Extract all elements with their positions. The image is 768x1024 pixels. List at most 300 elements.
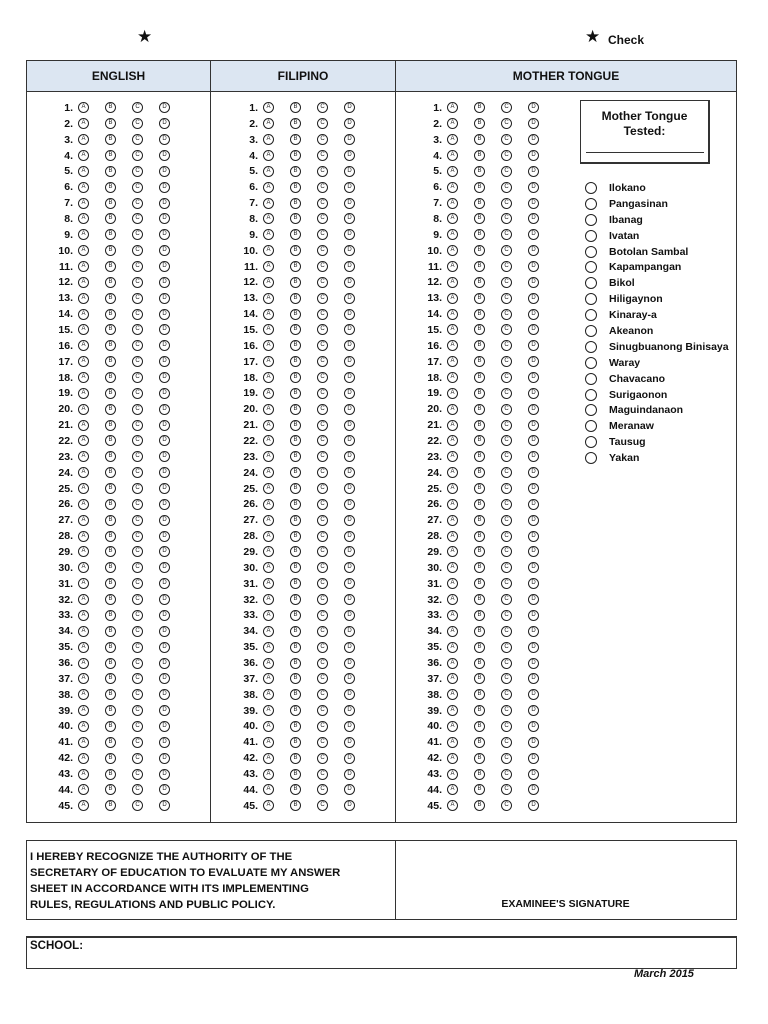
answer-bubble-d[interactable]: D xyxy=(344,388,355,399)
answer-bubble-b[interactable]: B xyxy=(290,198,301,209)
answer-bubble-a[interactable]: A xyxy=(447,404,458,415)
answer-bubble-b[interactable]: B xyxy=(474,166,485,177)
answer-bubble-d[interactable]: D xyxy=(159,293,170,304)
answer-bubble-b[interactable]: B xyxy=(290,642,301,653)
answer-bubble-b[interactable]: B xyxy=(105,213,116,224)
answer-bubble-b[interactable]: B xyxy=(290,610,301,621)
answer-bubble-a[interactable]: A xyxy=(263,182,274,193)
answer-bubble-c[interactable]: C xyxy=(501,356,512,367)
answer-bubble-b[interactable]: B xyxy=(474,340,485,351)
answer-bubble-a[interactable]: A xyxy=(78,784,89,795)
answer-bubble-d[interactable]: D xyxy=(344,102,355,113)
answer-bubble-d[interactable]: D xyxy=(528,689,539,700)
answer-bubble-a[interactable]: A xyxy=(263,610,274,621)
answer-bubble-d[interactable]: D xyxy=(344,531,355,542)
answer-bubble-a[interactable]: A xyxy=(78,769,89,780)
answer-bubble-d[interactable]: D xyxy=(344,420,355,431)
answer-bubble-b[interactable]: B xyxy=(105,309,116,320)
answer-bubble-d[interactable]: D xyxy=(159,150,170,161)
answer-bubble-d[interactable]: D xyxy=(159,435,170,446)
answer-bubble-b[interactable]: B xyxy=(474,213,485,224)
language-option[interactable] xyxy=(585,450,729,466)
answer-bubble-d[interactable]: D xyxy=(528,451,539,462)
language-option[interactable] xyxy=(585,402,729,418)
answer-bubble-c[interactable]: C xyxy=(132,784,143,795)
answer-bubble-c[interactable]: C xyxy=(132,198,143,209)
answer-bubble-b[interactable]: B xyxy=(105,277,116,288)
answer-bubble-d[interactable]: D xyxy=(159,388,170,399)
answer-bubble-c[interactable]: C xyxy=(501,340,512,351)
answer-bubble-c[interactable]: C xyxy=(132,658,143,669)
answer-bubble-c[interactable]: C xyxy=(501,182,512,193)
answer-bubble-d[interactable]: D xyxy=(528,102,539,113)
answer-bubble-d[interactable]: D xyxy=(344,277,355,288)
answer-bubble-b[interactable]: B xyxy=(290,515,301,526)
language-option[interactable] xyxy=(585,418,729,434)
answer-bubble-a[interactable]: A xyxy=(263,372,274,383)
answer-bubble-b[interactable]: B xyxy=(105,118,116,129)
answer-bubble-d[interactable]: D xyxy=(344,372,355,383)
answer-bubble-c[interactable]: C xyxy=(317,134,328,145)
answer-bubble-c[interactable]: C xyxy=(317,277,328,288)
answer-bubble-a[interactable]: A xyxy=(78,420,89,431)
answer-bubble-a[interactable]: A xyxy=(78,261,89,272)
answer-bubble-b[interactable]: B xyxy=(474,435,485,446)
answer-bubble-a[interactable]: A xyxy=(263,467,274,478)
answer-bubble-c[interactable]: C xyxy=(317,562,328,573)
answer-bubble-d[interactable]: D xyxy=(159,705,170,716)
answer-bubble-d[interactable]: D xyxy=(528,610,539,621)
answer-bubble-c[interactable]: C xyxy=(317,515,328,526)
answer-bubble-b[interactable]: B xyxy=(105,102,116,113)
answer-bubble-b[interactable]: B xyxy=(474,261,485,272)
answer-bubble-a[interactable]: A xyxy=(447,420,458,431)
answer-bubble-a[interactable]: A xyxy=(447,753,458,764)
answer-bubble-b[interactable]: B xyxy=(474,753,485,764)
answer-bubble-d[interactable]: D xyxy=(528,594,539,605)
answer-bubble-a[interactable]: A xyxy=(78,673,89,684)
answer-bubble-b[interactable]: B xyxy=(105,737,116,748)
answer-bubble-d[interactable]: D xyxy=(159,594,170,605)
language-option[interactable] xyxy=(585,196,729,212)
answer-bubble-c[interactable]: C xyxy=(132,483,143,494)
answer-bubble-c[interactable]: C xyxy=(132,102,143,113)
answer-bubble-a[interactable]: A xyxy=(78,546,89,557)
answer-bubble-d[interactable]: D xyxy=(159,753,170,764)
answer-bubble-b[interactable]: B xyxy=(290,626,301,637)
answer-bubble-a[interactable]: A xyxy=(78,451,89,462)
answer-bubble-c[interactable]: C xyxy=(132,626,143,637)
answer-bubble-a[interactable]: A xyxy=(263,483,274,494)
answer-bubble-c[interactable]: C xyxy=(501,705,512,716)
answer-bubble-a[interactable]: A xyxy=(447,705,458,716)
answer-bubble-d[interactable]: D xyxy=(159,515,170,526)
answer-bubble-d[interactable]: D xyxy=(344,800,355,811)
answer-bubble-d[interactable]: D xyxy=(159,737,170,748)
answer-bubble-c[interactable]: C xyxy=(317,309,328,320)
answer-bubble-b[interactable]: B xyxy=(474,404,485,415)
answer-bubble-a[interactable]: A xyxy=(78,562,89,573)
answer-bubble-c[interactable]: C xyxy=(501,531,512,542)
answer-bubble-c[interactable]: C xyxy=(501,800,512,811)
answer-bubble-a[interactable]: A xyxy=(78,705,89,716)
answer-bubble-c[interactable]: C xyxy=(501,229,512,240)
answer-bubble-a[interactable]: A xyxy=(78,737,89,748)
answer-bubble-d[interactable]: D xyxy=(159,198,170,209)
radio-bubble-icon[interactable] xyxy=(585,436,597,448)
answer-bubble-a[interactable]: A xyxy=(78,658,89,669)
answer-bubble-d[interactable]: D xyxy=(528,705,539,716)
answer-bubble-c[interactable]: C xyxy=(132,435,143,446)
answer-bubble-a[interactable]: A xyxy=(447,546,458,557)
radio-bubble-icon[interactable] xyxy=(585,357,597,369)
answer-bubble-d[interactable]: D xyxy=(528,245,539,256)
answer-bubble-d[interactable]: D xyxy=(344,150,355,161)
answer-bubble-a[interactable]: A xyxy=(263,293,274,304)
answer-bubble-b[interactable]: B xyxy=(474,594,485,605)
answer-bubble-d[interactable]: D xyxy=(528,356,539,367)
answer-bubble-a[interactable]: A xyxy=(78,118,89,129)
answer-bubble-a[interactable]: A xyxy=(78,150,89,161)
answer-bubble-a[interactable]: A xyxy=(447,213,458,224)
answer-bubble-b[interactable]: B xyxy=(474,118,485,129)
answer-bubble-b[interactable]: B xyxy=(105,562,116,573)
answer-bubble-a[interactable]: A xyxy=(447,642,458,653)
answer-bubble-b[interactable]: B xyxy=(474,388,485,399)
answer-bubble-d[interactable]: D xyxy=(344,721,355,732)
answer-bubble-a[interactable]: A xyxy=(447,261,458,272)
answer-bubble-d[interactable]: D xyxy=(344,293,355,304)
answer-bubble-b[interactable]: B xyxy=(474,134,485,145)
answer-bubble-a[interactable]: A xyxy=(447,483,458,494)
answer-bubble-a[interactable]: A xyxy=(78,800,89,811)
answer-bubble-d[interactable]: D xyxy=(344,356,355,367)
answer-bubble-d[interactable]: D xyxy=(159,324,170,335)
radio-bubble-icon[interactable] xyxy=(585,261,597,273)
answer-bubble-b[interactable]: B xyxy=(474,499,485,510)
answer-bubble-c[interactable]: C xyxy=(501,324,512,335)
answer-bubble-b[interactable]: B xyxy=(290,229,301,240)
answer-bubble-a[interactable]: A xyxy=(263,784,274,795)
answer-bubble-c[interactable]: C xyxy=(132,229,143,240)
answer-bubble-a[interactable]: A xyxy=(447,467,458,478)
answer-bubble-b[interactable]: B xyxy=(105,372,116,383)
answer-bubble-b[interactable]: B xyxy=(474,451,485,462)
answer-bubble-b[interactable]: B xyxy=(290,388,301,399)
answer-bubble-a[interactable]: A xyxy=(263,753,274,764)
answer-bubble-d[interactable]: D xyxy=(344,245,355,256)
language-option[interactable] xyxy=(585,355,729,371)
answer-bubble-a[interactable]: A xyxy=(447,118,458,129)
answer-bubble-c[interactable]: C xyxy=(317,182,328,193)
answer-bubble-a[interactable]: A xyxy=(263,229,274,240)
answer-bubble-c[interactable]: C xyxy=(501,483,512,494)
answer-bubble-b[interactable]: B xyxy=(105,800,116,811)
answer-bubble-c[interactable]: C xyxy=(317,150,328,161)
answer-bubble-c[interactable]: C xyxy=(317,546,328,557)
answer-bubble-a[interactable]: A xyxy=(447,531,458,542)
answer-bubble-c[interactable]: C xyxy=(132,737,143,748)
answer-bubble-d[interactable]: D xyxy=(528,340,539,351)
answer-bubble-c[interactable]: C xyxy=(132,134,143,145)
answer-bubble-b[interactable]: B xyxy=(105,578,116,589)
answer-bubble-d[interactable]: D xyxy=(159,166,170,177)
answer-bubble-b[interactable]: B xyxy=(474,578,485,589)
answer-bubble-d[interactable]: D xyxy=(344,213,355,224)
answer-bubble-b[interactable]: B xyxy=(290,102,301,113)
answer-bubble-a[interactable]: A xyxy=(78,388,89,399)
answer-bubble-c[interactable]: C xyxy=(132,420,143,431)
answer-bubble-b[interactable]: B xyxy=(474,182,485,193)
answer-bubble-b[interactable]: B xyxy=(290,118,301,129)
answer-bubble-b[interactable]: B xyxy=(290,578,301,589)
answer-bubble-b[interactable]: B xyxy=(105,198,116,209)
answer-bubble-c[interactable]: C xyxy=(132,388,143,399)
answer-bubble-c[interactable]: C xyxy=(501,372,512,383)
answer-bubble-c[interactable]: C xyxy=(317,800,328,811)
answer-bubble-c[interactable]: C xyxy=(501,293,512,304)
answer-bubble-d[interactable]: D xyxy=(528,546,539,557)
answer-bubble-b[interactable]: B xyxy=(474,515,485,526)
answer-bubble-b[interactable]: B xyxy=(474,293,485,304)
answer-bubble-c[interactable]: C xyxy=(132,324,143,335)
answer-bubble-c[interactable]: C xyxy=(132,467,143,478)
answer-bubble-a[interactable]: A xyxy=(78,626,89,637)
answer-bubble-b[interactable]: B xyxy=(105,324,116,335)
answer-bubble-b[interactable]: B xyxy=(474,245,485,256)
answer-bubble-c[interactable]: C xyxy=(317,594,328,605)
answer-bubble-b[interactable]: B xyxy=(474,705,485,716)
answer-bubble-d[interactable]: D xyxy=(344,515,355,526)
answer-bubble-c[interactable]: C xyxy=(501,467,512,478)
radio-bubble-icon[interactable] xyxy=(585,309,597,321)
answer-bubble-d[interactable]: D xyxy=(344,594,355,605)
answer-bubble-a[interactable]: A xyxy=(263,626,274,637)
answer-bubble-c[interactable]: C xyxy=(501,198,512,209)
answer-bubble-c[interactable]: C xyxy=(501,166,512,177)
answer-bubble-d[interactable]: D xyxy=(528,150,539,161)
answer-bubble-b[interactable]: B xyxy=(474,546,485,557)
answer-bubble-d[interactable]: D xyxy=(344,451,355,462)
answer-bubble-a[interactable]: A xyxy=(447,689,458,700)
answer-bubble-b[interactable]: B xyxy=(474,277,485,288)
answer-bubble-d[interactable]: D xyxy=(159,356,170,367)
answer-bubble-b[interactable]: B xyxy=(290,309,301,320)
answer-bubble-a[interactable]: A xyxy=(263,102,274,113)
answer-bubble-a[interactable]: A xyxy=(78,467,89,478)
answer-bubble-c[interactable]: C xyxy=(501,404,512,415)
answer-bubble-a[interactable]: A xyxy=(78,245,89,256)
answer-bubble-c[interactable]: C xyxy=(132,499,143,510)
answer-bubble-d[interactable]: D xyxy=(528,784,539,795)
answer-bubble-a[interactable]: A xyxy=(263,451,274,462)
answer-bubble-a[interactable]: A xyxy=(263,404,274,415)
answer-bubble-a[interactable]: A xyxy=(447,324,458,335)
answer-bubble-a[interactable]: A xyxy=(78,229,89,240)
answer-bubble-a[interactable]: A xyxy=(78,578,89,589)
answer-bubble-d[interactable]: D xyxy=(159,562,170,573)
answer-bubble-c[interactable]: C xyxy=(501,150,512,161)
answer-bubble-a[interactable]: A xyxy=(78,404,89,415)
answer-bubble-a[interactable]: A xyxy=(447,102,458,113)
answer-bubble-a[interactable]: A xyxy=(263,213,274,224)
answer-bubble-b[interactable]: B xyxy=(290,150,301,161)
answer-bubble-c[interactable]: C xyxy=(132,404,143,415)
answer-bubble-c[interactable]: C xyxy=(132,531,143,542)
answer-bubble-b[interactable]: B xyxy=(290,531,301,542)
answer-bubble-b[interactable]: B xyxy=(290,483,301,494)
language-option[interactable] xyxy=(585,212,729,228)
answer-bubble-a[interactable]: A xyxy=(78,324,89,335)
answer-bubble-c[interactable]: C xyxy=(132,166,143,177)
answer-bubble-a[interactable]: A xyxy=(263,769,274,780)
answer-bubble-c[interactable]: C xyxy=(501,261,512,272)
answer-bubble-b[interactable]: B xyxy=(290,705,301,716)
answer-bubble-c[interactable]: C xyxy=(317,753,328,764)
answer-bubble-b[interactable]: B xyxy=(290,562,301,573)
answer-bubble-b[interactable]: B xyxy=(105,673,116,684)
answer-bubble-a[interactable]: A xyxy=(447,293,458,304)
answer-bubble-a[interactable]: A xyxy=(263,689,274,700)
answer-bubble-c[interactable]: C xyxy=(132,673,143,684)
answer-bubble-b[interactable]: B xyxy=(105,451,116,462)
answer-bubble-c[interactable]: C xyxy=(501,610,512,621)
answer-bubble-b[interactable]: B xyxy=(105,642,116,653)
answer-bubble-b[interactable]: B xyxy=(290,293,301,304)
answer-bubble-d[interactable]: D xyxy=(159,467,170,478)
answer-bubble-c[interactable]: C xyxy=(317,737,328,748)
answer-bubble-d[interactable]: D xyxy=(159,102,170,113)
answer-bubble-a[interactable]: A xyxy=(263,658,274,669)
answer-bubble-d[interactable]: D xyxy=(528,134,539,145)
answer-bubble-c[interactable]: C xyxy=(317,721,328,732)
answer-bubble-a[interactable]: A xyxy=(447,435,458,446)
answer-bubble-a[interactable]: A xyxy=(263,277,274,288)
answer-bubble-a[interactable]: A xyxy=(78,356,89,367)
answer-bubble-a[interactable]: A xyxy=(447,388,458,399)
radio-bubble-icon[interactable] xyxy=(585,389,597,401)
answer-bubble-a[interactable]: A xyxy=(447,229,458,240)
answer-bubble-a[interactable]: A xyxy=(263,578,274,589)
answer-bubble-a[interactable]: A xyxy=(263,245,274,256)
radio-bubble-icon[interactable] xyxy=(585,373,597,385)
answer-bubble-a[interactable]: A xyxy=(263,324,274,335)
answer-bubble-c[interactable]: C xyxy=(501,578,512,589)
answer-bubble-c[interactable]: C xyxy=(317,673,328,684)
answer-bubble-b[interactable]: B xyxy=(290,372,301,383)
radio-bubble-icon[interactable] xyxy=(585,341,597,353)
answer-bubble-b[interactable]: B xyxy=(105,293,116,304)
answer-bubble-b[interactable]: B xyxy=(105,435,116,446)
answer-bubble-c[interactable]: C xyxy=(132,562,143,573)
answer-bubble-a[interactable]: A xyxy=(78,309,89,320)
answer-bubble-a[interactable]: A xyxy=(263,673,274,684)
answer-bubble-d[interactable]: D xyxy=(344,324,355,335)
answer-bubble-c[interactable]: C xyxy=(132,245,143,256)
answer-bubble-d[interactable]: D xyxy=(528,578,539,589)
answer-bubble-d[interactable]: D xyxy=(344,642,355,653)
answer-bubble-b[interactable]: B xyxy=(290,737,301,748)
answer-bubble-d[interactable]: D xyxy=(344,134,355,145)
answer-bubble-b[interactable]: B xyxy=(105,689,116,700)
answer-bubble-a[interactable]: A xyxy=(263,531,274,542)
answer-bubble-c[interactable]: C xyxy=(317,658,328,669)
answer-bubble-d[interactable]: D xyxy=(159,483,170,494)
answer-bubble-b[interactable]: B xyxy=(105,150,116,161)
answer-bubble-a[interactable]: A xyxy=(263,594,274,605)
answer-bubble-c[interactable]: C xyxy=(501,784,512,795)
answer-bubble-d[interactable]: D xyxy=(344,198,355,209)
answer-bubble-d[interactable]: D xyxy=(528,213,539,224)
answer-bubble-a[interactable]: A xyxy=(447,594,458,605)
answer-bubble-d[interactable]: D xyxy=(159,372,170,383)
answer-bubble-c[interactable]: C xyxy=(317,626,328,637)
answer-bubble-c[interactable]: C xyxy=(501,626,512,637)
answer-bubble-c[interactable]: C xyxy=(317,293,328,304)
answer-bubble-a[interactable]: A xyxy=(263,356,274,367)
answer-bubble-b[interactable]: B xyxy=(105,245,116,256)
answer-bubble-c[interactable]: C xyxy=(317,483,328,494)
answer-bubble-b[interactable]: B xyxy=(290,166,301,177)
answer-bubble-a[interactable]: A xyxy=(78,372,89,383)
answer-bubble-c[interactable]: C xyxy=(317,689,328,700)
answer-bubble-c[interactable]: C xyxy=(317,388,328,399)
answer-bubble-b[interactable]: B xyxy=(474,721,485,732)
answer-bubble-b[interactable]: B xyxy=(290,261,301,272)
answer-bubble-c[interactable]: C xyxy=(317,769,328,780)
answer-bubble-d[interactable]: D xyxy=(159,769,170,780)
answer-bubble-a[interactable]: A xyxy=(447,245,458,256)
answer-bubble-a[interactable]: A xyxy=(447,182,458,193)
answer-bubble-d[interactable]: D xyxy=(344,499,355,510)
answer-bubble-b[interactable]: B xyxy=(474,769,485,780)
answer-bubble-d[interactable]: D xyxy=(344,118,355,129)
answer-bubble-c[interactable]: C xyxy=(132,594,143,605)
answer-bubble-c[interactable]: C xyxy=(132,610,143,621)
answer-bubble-d[interactable]: D xyxy=(528,324,539,335)
answer-bubble-b[interactable]: B xyxy=(474,689,485,700)
answer-bubble-b[interactable]: B xyxy=(105,404,116,415)
answer-bubble-c[interactable]: C xyxy=(501,102,512,113)
answer-bubble-a[interactable]: A xyxy=(447,610,458,621)
answer-bubble-a[interactable]: A xyxy=(447,784,458,795)
answer-bubble-b[interactable]: B xyxy=(474,658,485,669)
answer-bubble-c[interactable]: C xyxy=(317,467,328,478)
answer-bubble-b[interactable]: B xyxy=(105,388,116,399)
language-option[interactable] xyxy=(585,307,729,323)
answer-bubble-b[interactable]: B xyxy=(474,737,485,748)
answer-bubble-d[interactable]: D xyxy=(159,642,170,653)
answer-bubble-d[interactable]: D xyxy=(344,182,355,193)
language-option[interactable] xyxy=(585,323,729,339)
answer-bubble-b[interactable]: B xyxy=(474,642,485,653)
answer-bubble-b[interactable]: B xyxy=(474,610,485,621)
radio-bubble-icon[interactable] xyxy=(585,293,597,305)
answer-bubble-d[interactable]: D xyxy=(344,309,355,320)
answer-bubble-b[interactable]: B xyxy=(474,102,485,113)
answer-bubble-b[interactable]: B xyxy=(474,198,485,209)
answer-bubble-c[interactable]: C xyxy=(132,356,143,367)
answer-bubble-c[interactable]: C xyxy=(501,673,512,684)
answer-bubble-c[interactable]: C xyxy=(132,182,143,193)
answer-bubble-c[interactable]: C xyxy=(132,309,143,320)
answer-bubble-c[interactable]: C xyxy=(132,293,143,304)
answer-bubble-c[interactable]: C xyxy=(501,245,512,256)
answer-bubble-b[interactable]: B xyxy=(105,610,116,621)
answer-bubble-b[interactable]: B xyxy=(290,658,301,669)
answer-bubble-a[interactable]: A xyxy=(263,800,274,811)
answer-bubble-a[interactable]: A xyxy=(447,340,458,351)
